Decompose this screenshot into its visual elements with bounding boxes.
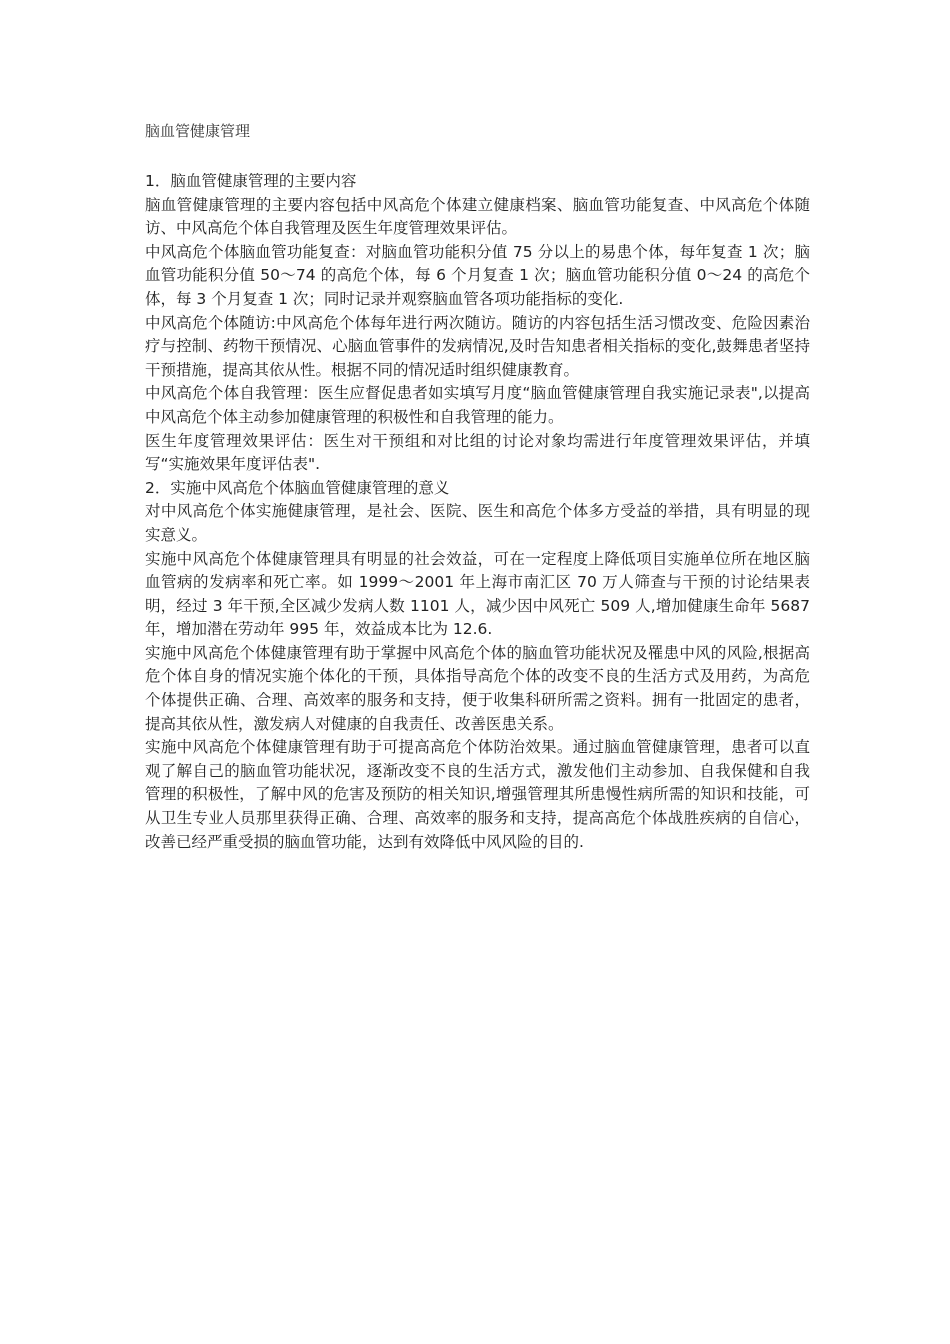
section-1-paragraph: 医生年度管理效果评估：医生对干预组和对比组的讨论对象均需进行年度管理效果评估，并填写“实施效果年度评估表". (145, 431, 810, 474)
document-title: 脑血管健康管理 (145, 122, 251, 140)
section-2-paragraph: 对中风高危个体实施健康管理，是社会、医院、医生和高危个体多方受益的举措，具有明显的现实意义。 (145, 502, 810, 544)
section-1-heading: 1．脑血管健康管理的主要内容 (145, 172, 357, 190)
section-1-paragraph: 中风高危个体自我管理：医生应督促患者如实填写月度“脑血管健康管理自我实施记录表",以提高中风高危个体主动参加健康管理的积极性和自我管理的能力。 (145, 384, 810, 426)
section-2-heading: 2．实施中风高危个体脑血管健康管理的意义 (145, 478, 450, 497)
section-2-paragraph: 实施中风高危个体健康管理有助于可提高高危个体防治效果。通过脑血管健康管理，患者可以直观了解自己的脑血管功能状况，逐渐改变不良的生活方式，激发他们主动参加、自我保健和自我管理的积极性，了解中风的危害及预防的相关知识,增强管理其所患慢性病所需的知识和技能，可从卫生专业人员那里获得正确、合理、高效率的服务和支持，提高高危个体战胜疾病的自信心，改善已经严重受损的脑血管功能，达到有效降低中风风险的目的. (145, 738, 810, 851)
section-2-paragraph: 实施中风高危个体健康管理有助于掌握中风高危个体的脑血管功能状况及罹患中风的风险,根据高危个体自身的情况实施个体化的干预，具体指导高危个体的改变不良的生活方式及用药，为高危个体提供正确、合理、高效率的服务和支持，便于收集科研所需之资料。拥有一批固定的患者，提高其依从性，激发病人对健康的自我责任、改善医患关系。 (145, 643, 810, 733)
section-1-paragraph: 中风高危个体脑血管功能复查：对脑血管功能积分值 75 分以上的易患个体，每年复查 1 次；脑血管功能积分值 50～74 的高危个体，每 6 个月复查 1 次；脑血管功能积分值 0～24 的高危个体，每 3 个月复查 1 次；同时记录并观察脑血管各项功能指标的变化. (145, 242, 810, 308)
document-page (145, 118, 810, 854)
section-1-paragraph: 脑血管健康管理的主要内容包括中风高危个体建立健康档案、脑血管功能复查、中风高危个体随访、中风高危个体自我管理及医生年度管理效果评估。 (145, 195, 810, 238)
section-1-paragraph: 中风高危个体随访:中风高危个体每年进行两次随访。随访的内容包括生活习惯改变、危险因素治疗与控制、药物干预情况、心脑血管事件的发病情况,及时告知患者相关指标的变化,鼓舞患者坚持干预措施，提高其依从性。根据不同的情况适时组织健康教育。 (145, 313, 810, 379)
section-2-paragraph: 实施中风高危个体健康管理具有明显的社会效益，可在一定程度上降低项目实施单位所在地区脑血管病的发病率和死亡率。如 1999～2001 年上海市南汇区 70 万人筛查与干预的讨论结果表明，经过 3 年干预,全区减少发病人数 1101 人，减少因中风死亡 509 人,增加健康生命年 5687 年，增加潜在劳动年 995 年，效益成本比为 12.6. (145, 549, 810, 639)
